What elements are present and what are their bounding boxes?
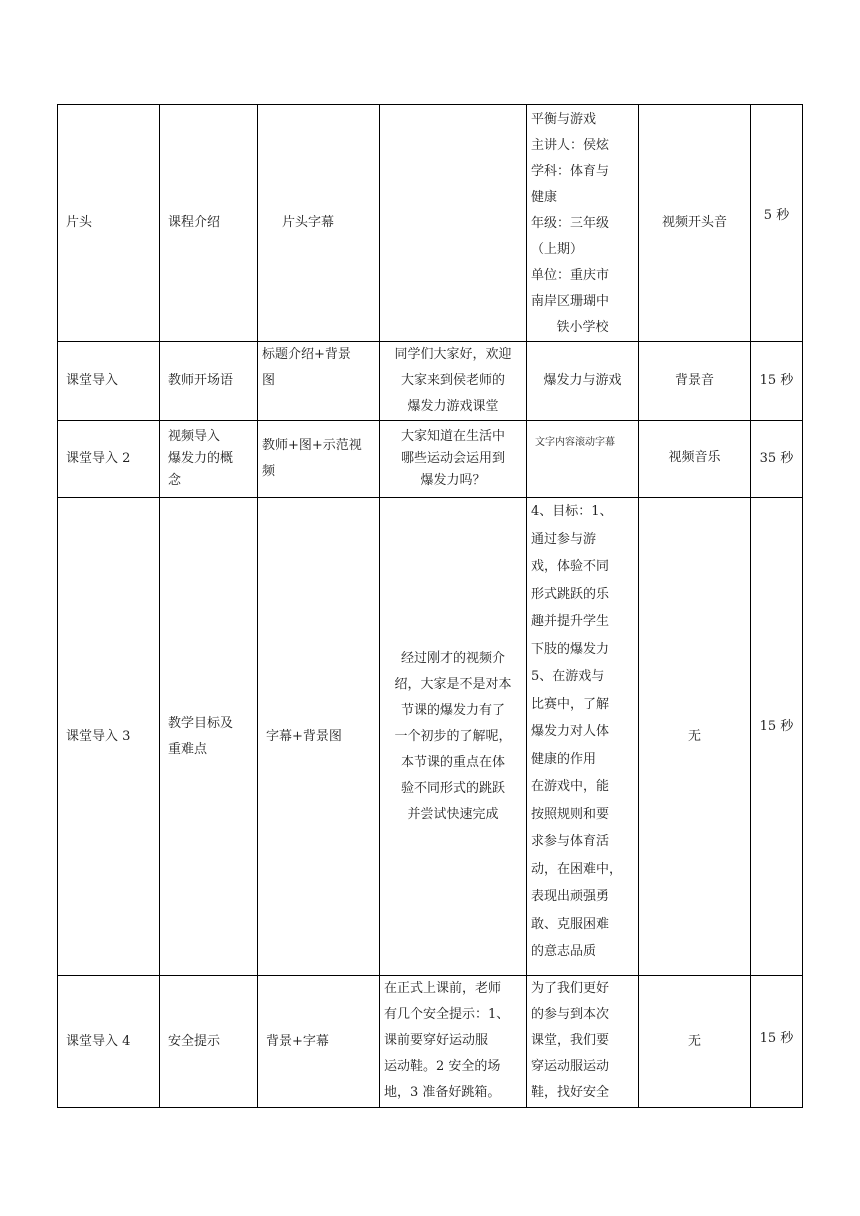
content-cell: 安全提示 (160, 976, 258, 1108)
subtitle-line: 学科：体育与 (531, 164, 610, 179)
narration-cell (380, 342, 527, 421)
content-line: 重难点 (168, 741, 208, 757)
narration-line: 哪些运动会运用到 (400, 451, 505, 466)
script-table (57, 104, 803, 1108)
subtitle-line: 主讲人：侯炫 (531, 138, 610, 153)
narration-line: 绍，大家是不是对本 (394, 676, 512, 692)
subtitle-line: 鞋，找好安全 (531, 1085, 610, 1100)
form-cell: 背景+字幕 (258, 976, 380, 1108)
audio-cell: 无 (639, 976, 751, 1108)
form-line: 教师+图+示范视 (262, 438, 362, 453)
subtitle-line: 通过参与游 (531, 531, 597, 547)
narration-line: 大家来到侯老师的 (400, 373, 505, 388)
subtitle-line: （上期） (531, 242, 584, 257)
form-cell (258, 342, 380, 421)
subtitle-cell (527, 976, 639, 1108)
content-cell: 教师开场语 (160, 342, 258, 421)
subtitle-line: 在游戏中，能 (531, 779, 610, 794)
content-line: 爆发力的概 (168, 451, 234, 466)
duration-cell: 15 秒 (751, 498, 803, 976)
subtitle-line: 求参与体育活 (531, 834, 610, 849)
narration-line: 爆发力游戏课堂 (407, 399, 499, 414)
subtitle-line: 5、在游戏与 (531, 669, 605, 684)
content-cell (160, 498, 258, 976)
subtitle-line: 单位：重庆市 (531, 268, 610, 283)
duration-cell: 15 秒 (751, 342, 803, 421)
subtitle-line: 比赛中，了解 (531, 696, 610, 712)
narration-cell (380, 421, 527, 498)
subtitle-line: 南岸区珊瑚中 (531, 294, 610, 309)
table-row (58, 421, 803, 498)
narration-cell (380, 976, 527, 1108)
narration-line: 在正式上课前，老师 (384, 981, 502, 996)
audio-cell: 背景音 (639, 342, 751, 421)
table-row (58, 342, 803, 421)
form-cell: 片头字幕 (258, 105, 380, 342)
segment-cell: 片头 (58, 105, 160, 342)
form-line: 图 (262, 373, 276, 388)
subtitle-line: 年级：三年级 (531, 216, 610, 231)
subtitle-line: 的参与到本次 (531, 1007, 610, 1022)
subtitle-line: 下肢的爆发力 (531, 641, 610, 657)
content-cell (160, 421, 258, 498)
subtitle-line: 表现出顽强勇 (531, 889, 610, 904)
subtitle-line: 4、目标：1、 (531, 504, 613, 519)
content-line: 念 (168, 473, 182, 488)
subtitle-line: 的意志品质 (531, 944, 597, 959)
subtitle-line: 趣并提升学生 (531, 614, 610, 629)
narration-line: 并尝试快速完成 (407, 806, 499, 822)
table-row (58, 105, 803, 342)
subtitle-line: 敢、克服困难 (531, 916, 610, 932)
narration-line: 同学们大家好，欢迎 (394, 347, 512, 362)
subtitle-line: 为了我们更好 (531, 981, 610, 996)
subtitle-line: 戏，体验不同 (531, 559, 610, 574)
narration-line: 验不同形式的跳跃 (400, 780, 505, 796)
narration-line: 有几个安全提示：1、 (384, 1007, 510, 1022)
form-line: 标题介绍+背景 (262, 347, 351, 362)
content-cell: 课程介绍 (160, 105, 258, 342)
subtitle-line: 平衡与游戏 (531, 112, 597, 127)
narration-cell (380, 105, 527, 342)
subtitle-cell: 文字内容滚动字幕 (527, 421, 639, 498)
narration-line: 一个初步的了解呢， (394, 728, 512, 744)
subtitle-line: 健康 (531, 190, 558, 205)
form-line: 频 (262, 464, 276, 479)
subtitle-cell: 爆发力与游戏 (527, 342, 639, 421)
segment-cell: 课堂导入 3 (58, 498, 160, 976)
subtitle-line: 动，在困难中， (531, 861, 623, 877)
form-cell (258, 421, 380, 498)
narration-line: 课前要穿好运动服 (384, 1033, 489, 1048)
audio-cell: 无 (639, 498, 751, 976)
narration-line: 本节课的重点在体 (400, 754, 505, 770)
table-row (58, 498, 803, 976)
audio-cell: 视频音乐 (639, 421, 751, 498)
subtitle-line: 健康的作用 (531, 751, 597, 767)
subtitle-line: 铁小学校 (556, 320, 609, 335)
segment-cell: 课堂导入 2 (58, 421, 160, 498)
form-cell: 字幕+背景图 (258, 498, 380, 976)
duration-cell: 35 秒 (751, 421, 803, 498)
narration-line: 爆发力吗？ (420, 473, 486, 488)
subtitle-cell (527, 105, 639, 342)
narration-line: 地，3 准备好跳箱。 (384, 1085, 501, 1100)
subtitle-line: 爆发力对人体 (531, 724, 610, 739)
narration-cell (380, 498, 527, 976)
narration-line: 经过刚才的视频介 (400, 650, 505, 666)
segment-cell: 课堂导入 (58, 342, 160, 421)
subtitle-line: 课堂，我们要 (531, 1033, 610, 1048)
subtitle-line: 按照规则和要 (531, 806, 610, 822)
content-line: 视频导入 (168, 429, 221, 444)
segment-cell: 课堂导入 4 (58, 976, 160, 1108)
narration-line: 运动鞋。2 安全的场 (384, 1059, 501, 1074)
audio-cell: 视频开头音 (639, 105, 751, 342)
content-line: 教学目标及 (168, 715, 234, 731)
table-row (58, 976, 803, 1108)
duration-cell: 15 秒 (751, 976, 803, 1108)
narration-line: 节课的爆发力有了 (400, 702, 505, 718)
duration-cell: 5 秒 (751, 105, 803, 342)
subtitle-line: 穿运动服运动 (531, 1059, 610, 1074)
subtitle-cell (527, 498, 639, 976)
subtitle-line: 形式跳跃的乐 (531, 586, 610, 602)
narration-line: 大家知道在生活中 (400, 429, 505, 444)
